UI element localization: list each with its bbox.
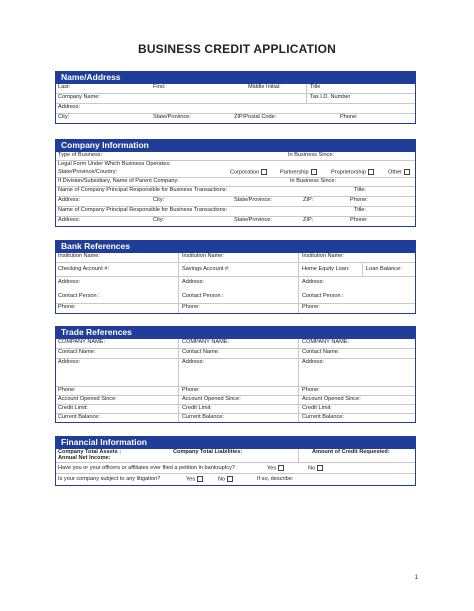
trade-2-credit-field[interactable]: Credit Limit: (182, 405, 212, 411)
bank-2-address-field[interactable]: Address: (182, 279, 205, 285)
parent-company-field[interactable]: If Division/Subsidiary, Name of Parent Company: (58, 178, 179, 184)
principal-2-address-field[interactable]: Address: (58, 217, 81, 223)
company-name-row (56, 94, 415, 104)
city-row (56, 114, 415, 123)
principal-2-row (56, 207, 415, 217)
name-address-header: Name/Address (55, 71, 416, 83)
in-business-since-2-field[interactable]: In Business Since: (290, 178, 337, 184)
first-name-field[interactable]: First: (153, 84, 166, 90)
type-row (56, 152, 415, 161)
principal-1-field[interactable]: Name of Company Principal Responsible for Business Transactions: (58, 187, 228, 193)
trade-2-balance-field[interactable]: Current Balance: (182, 414, 224, 420)
principal-1-row (56, 187, 415, 197)
litigation-describe-field[interactable]: If so, describe: (257, 476, 294, 482)
bank-2-phone-field[interactable]: Phone: (182, 304, 200, 310)
bankruptcy-no-label: No (308, 465, 316, 472)
total-assets-field[interactable]: Company Total Assets : (58, 449, 122, 455)
bank-1-contact-field[interactable]: Contact Person : (58, 293, 100, 299)
litigation-yes-label: Yes (186, 476, 196, 483)
bank-3-address-field[interactable]: Address: (302, 279, 325, 285)
type-of-business-field[interactable]: Type of Business: (58, 152, 103, 158)
address-row (56, 104, 415, 114)
trade-address-row (56, 359, 415, 387)
trade-1-opened-field[interactable]: Account Opened Since: (58, 396, 117, 402)
bank-1-address-field[interactable]: Address: (58, 279, 81, 285)
litigation-question: Is your company subject to any litigation? (58, 476, 161, 482)
bank-inst-row (56, 253, 415, 263)
principal-2-field[interactable]: Name of Company Principal Responsible for Business Transactions: (58, 207, 228, 213)
trade-contact-row (56, 349, 415, 359)
financial-info-section (55, 436, 416, 486)
company-name-field[interactable]: Company Name: (58, 94, 100, 100)
bank-2-institution-field[interactable]: Institution Name: (182, 253, 224, 259)
total-liabilities-field[interactable]: Company Total Liabilities: (173, 449, 243, 455)
trade-3-phone-field[interactable]: Phone: (302, 387, 320, 393)
trade-1-contact-field[interactable]: Contact Name: (58, 349, 96, 355)
bank-1-institution-field[interactable]: Institution Name: (58, 253, 100, 259)
zip-field[interactable]: ZIP/Postal Code: (234, 114, 277, 120)
bank-3-institution-field[interactable]: Institution Name: (302, 253, 344, 259)
division-row (56, 178, 415, 187)
middle-initial-field[interactable]: Middle Initial: (248, 84, 281, 90)
credit-requested-field[interactable]: Amount of Credit Requested: (312, 449, 390, 455)
principal-1-address-row (56, 197, 415, 207)
bank-references-header: Bank References (55, 240, 416, 252)
name-row (56, 84, 415, 94)
trade-credit-row (56, 405, 415, 414)
partnership-label: Partnership (280, 169, 309, 176)
bank-2-contact-field[interactable]: Contact Person : (182, 293, 224, 299)
trade-references-section (55, 326, 416, 423)
principal-1-state-field[interactable]: State/Province: (234, 197, 272, 203)
trade-1-balance-field[interactable]: Current Balance: (58, 414, 100, 420)
home-equity-loan-field[interactable]: Home Equity Loan: (302, 266, 350, 272)
trade-opened-row (56, 396, 415, 405)
principal-1-address-field[interactable]: Address: (58, 197, 81, 203)
net-income-field[interactable]: Annual Net Income: (58, 455, 111, 461)
address-field[interactable]: Address: (58, 104, 81, 110)
principal-2-title-field[interactable]: Title: (354, 207, 366, 213)
trade-3-opened-field[interactable]: Account Opened Since: (302, 396, 361, 402)
principal-2-address-row (56, 217, 415, 226)
state-country-field[interactable]: State/Province/Country: (58, 169, 118, 175)
title-field[interactable]: Title (310, 84, 321, 90)
bank-phone-row (56, 304, 415, 313)
tax-id-field[interactable]: Tax I.D. Number (310, 94, 351, 100)
trade-2-address-field[interactable]: Address: (182, 359, 205, 365)
trade-3-credit-field[interactable]: Credit Limit: (302, 405, 332, 411)
principal-1-zip-field[interactable]: ZIP: (303, 197, 314, 203)
principal-2-zip-field[interactable]: ZIP: (303, 217, 314, 223)
page-number: 1 (414, 575, 418, 581)
bankruptcy-yes-label: Yes (267, 465, 277, 472)
trade-1-company-field[interactable]: COMPANY NAME: (58, 339, 106, 345)
bank-account-row (56, 263, 415, 277)
other-label: Other (388, 169, 402, 176)
trade-1-credit-field[interactable]: Credit Limit: (58, 405, 88, 411)
page-title: BUSINESS CREDIT APPLICATION (137, 42, 337, 56)
principal-1-city-field[interactable]: City: (153, 197, 165, 203)
principal-1-title-field[interactable]: Title: (354, 187, 366, 193)
trade-3-contact-field[interactable]: Contact Name: (302, 349, 340, 355)
loan-balance-field[interactable]: Loan Balance: (366, 266, 402, 272)
trade-3-address-field[interactable]: Address: (302, 359, 325, 365)
bankruptcy-question: Have you or your officers or affiliates ever filed a petition in bankruptcy? (58, 465, 236, 471)
corporation-label: Corporation (230, 169, 260, 176)
in-business-since-field[interactable]: In Business Since: (288, 152, 335, 158)
trade-1-phone-field[interactable]: Phone: (58, 387, 76, 393)
bank-references-section (55, 240, 416, 314)
proprietorship-label: Proprietorship (331, 169, 366, 176)
principal-2-phone-field[interactable]: Phone: (350, 217, 368, 223)
bankruptcy-no-checkbox[interactable] (317, 465, 323, 471)
city-field[interactable]: City: (58, 114, 70, 120)
bankruptcy-row (56, 463, 415, 474)
principal-2-state-field[interactable]: State/Province: (234, 217, 272, 223)
checking-account-field[interactable]: Checking Account #: (58, 266, 109, 272)
trade-company-row (56, 339, 415, 349)
trade-phone-row (56, 387, 415, 396)
litigation-row (56, 474, 415, 485)
trade-2-contact-field[interactable]: Contact Name: (182, 349, 220, 355)
litigation-no-label: No (218, 476, 226, 483)
bank-1-phone-field[interactable]: Phone: (58, 304, 76, 310)
principal-1-phone-field[interactable]: Phone: (350, 197, 368, 203)
last-name-field[interactable]: Last: (58, 84, 71, 90)
legal-form-label: Legal Form Under Which Business Operates: (58, 161, 171, 167)
litigation-yes-checkbox[interactable] (197, 476, 203, 482)
company-info-header: Company Information (55, 139, 416, 151)
state-field[interactable]: State/Province: (153, 114, 191, 120)
litigation-no-checkbox[interactable] (227, 476, 233, 482)
bank-3-contact-field[interactable]: Contact Person : (302, 293, 344, 299)
name-address-section (55, 71, 416, 124)
corporation-checkbox[interactable] (261, 169, 267, 175)
bank-address-row (56, 277, 415, 304)
bank-3-phone-field[interactable]: Phone: (302, 304, 320, 310)
trade-balance-row (56, 414, 415, 422)
trade-references-header: Trade References (55, 326, 416, 338)
trade-2-opened-field[interactable]: Account Opened Since: (182, 396, 241, 402)
trade-1-address-field[interactable]: Address: (58, 359, 81, 365)
legal-form-row (56, 161, 415, 178)
principal-2-city-field[interactable]: City: (153, 217, 165, 223)
partnership-checkbox[interactable] (311, 169, 317, 175)
savings-account-field[interactable]: Savings Account #: (182, 266, 230, 272)
financial-totals-row (56, 449, 415, 463)
trade-2-company-field[interactable]: COMPANY NAME: (182, 339, 230, 345)
other-checkbox[interactable] (404, 169, 410, 175)
phone-field[interactable]: Phone: (340, 114, 358, 120)
trade-3-company-field[interactable]: COMPANY NAME: (302, 339, 350, 345)
proprietorship-checkbox[interactable] (368, 169, 374, 175)
bankruptcy-yes-checkbox[interactable] (278, 465, 284, 471)
trade-3-balance-field[interactable]: Current Balance: (302, 414, 344, 420)
trade-2-phone-field[interactable]: Phone: (182, 387, 200, 393)
company-info-section (55, 139, 416, 227)
financial-info-header: Financial Information (55, 436, 416, 448)
